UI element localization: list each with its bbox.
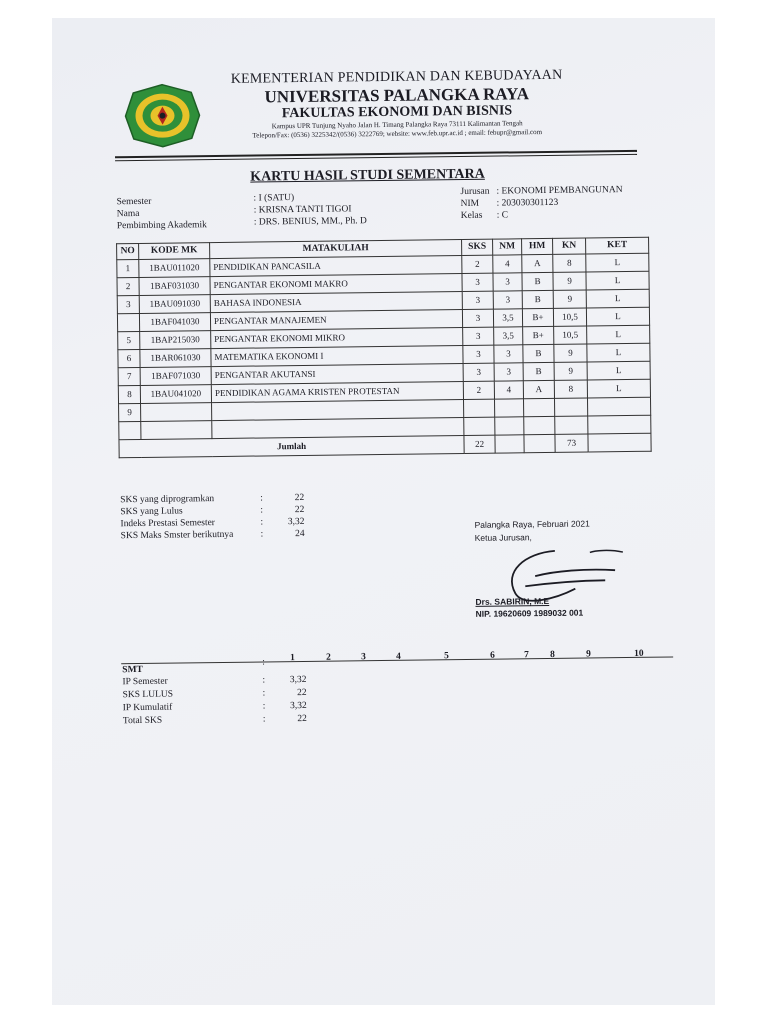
cell-no: 6 <box>118 349 140 367</box>
cell-no: 7 <box>118 367 140 385</box>
semester-number: 7 <box>524 650 529 661</box>
semester-row-colon: : <box>262 714 266 725</box>
cell-nm: 3 <box>493 291 522 309</box>
cell-course: MATEMATIKA EKONOMI I <box>211 346 463 367</box>
cell-course: BAHASA INDONESIA <box>210 292 462 313</box>
cell-kn: 9 <box>554 344 587 362</box>
semester-row-colon: : <box>262 701 266 712</box>
cell-course: PENDIDIKAN AGAMA KRISTEN PROTESTAN <box>211 382 463 403</box>
total-empty <box>524 434 555 452</box>
faculty-name: FAKULTAS EKONOMI DAN BISNIS <box>281 103 513 122</box>
cell-code <box>141 421 212 440</box>
semester-row-value: 22 <box>297 687 307 699</box>
cell-sks: 3 <box>462 273 493 291</box>
semester-row-label: IP Kumulatif <box>122 702 173 714</box>
total-kn: 73 <box>555 434 588 452</box>
cell-course: PENGANTAR MANAJEMEN <box>210 310 462 331</box>
semester-number: 10 <box>634 648 644 659</box>
cell-kn: 9 <box>554 362 587 380</box>
contact-line: Telepon/Fax: (0536) 3225342/(0536) 3222769; website: www.feb.upr.ac.id ; email: febupr@gmail.com <box>252 128 543 140</box>
paper-sheet <box>52 18 715 1005</box>
cell-code: 1BAP215030 <box>140 331 211 350</box>
semester-number: 2 <box>326 652 331 663</box>
signer-role: Ketua Jurusan, <box>474 532 532 543</box>
col-no: NO <box>117 243 139 259</box>
cell-course: PENGANTAR EKONOMI MIKRO <box>211 328 463 349</box>
cell-nm: 3 <box>494 363 523 381</box>
semester-row-colon: : <box>262 688 266 699</box>
semester-number: 6 <box>490 650 495 661</box>
semester-number: 5 <box>444 651 449 662</box>
address-line: Kampus UPR Tunjung Nyaho Jalan H. Timang Palangka Raya 73111 Kalimantan Tengah <box>271 119 523 131</box>
cell-ket: L <box>587 343 650 362</box>
col-sks: SKS <box>462 239 493 255</box>
document <box>48 14 723 1009</box>
semester-row-value: 22 <box>297 713 307 725</box>
cell-kn: 8 <box>554 380 587 398</box>
cell-nm <box>495 417 524 435</box>
cell-ket: L <box>587 379 650 398</box>
semester-row-label: IP Semester <box>122 676 168 688</box>
summary-value: 24 <box>295 528 305 540</box>
university-name: UNIVERSITAS PALANGKA RAYA <box>264 84 530 107</box>
major-value: : EKONOMI PEMBANGUNAN <box>496 185 623 197</box>
cell-nm: 4 <box>494 381 523 399</box>
total-empty <box>588 433 651 452</box>
cell-nm: 3,5 <box>493 309 522 327</box>
class-label: Kelas <box>460 210 483 222</box>
cell-kn <box>554 398 587 416</box>
semester-number: 1 <box>290 653 295 664</box>
name-value: : KRISNA TANTI TIGOI <box>253 204 352 216</box>
cell-hm: B <box>523 344 554 362</box>
cell-code <box>141 403 212 422</box>
name-label: Nama <box>116 208 140 220</box>
cell-hm: A <box>523 380 554 398</box>
col-course: MATAKULIAH <box>210 240 462 259</box>
semester-number: 9 <box>586 649 591 660</box>
cell-hm: B+ <box>523 326 554 344</box>
summary-colon: : <box>260 493 263 504</box>
col-ket: KET <box>586 237 649 254</box>
nim-value: : 203030301123 <box>496 197 559 209</box>
advisor-value: : DRS. BENIUS, MM., Ph. D <box>253 216 367 228</box>
col-code: KODE MK <box>139 243 210 260</box>
cell-sks: 3 <box>463 327 494 345</box>
cell-no <box>119 421 141 439</box>
cell-no: 3 <box>117 295 139 313</box>
cell-sks: 3 <box>463 363 494 381</box>
semester-number: 4 <box>396 651 401 662</box>
cell-no: 5 <box>118 331 140 349</box>
cell-sks: 3 <box>463 345 494 363</box>
nim-label: NIM <box>460 198 480 210</box>
summary-colon: : <box>260 529 264 540</box>
cell-code: 1BAF071030 <box>140 367 211 386</box>
cell-nm: 3,5 <box>494 327 523 345</box>
semester-number: 3 <box>361 652 366 663</box>
semester-row-value: 3,32 <box>289 674 307 686</box>
cell-course: PENGANTAR EKONOMI MAKRO <box>210 274 462 295</box>
cell-sks: 2 <box>463 381 494 399</box>
cell-course: PENDIDIKAN PANCASILA <box>210 256 462 277</box>
semester-value: : I (SATU) <box>253 193 295 204</box>
semester-row-colon: : <box>262 675 266 686</box>
signer-nip: NIP. 19620609 1989032 001 <box>475 607 584 619</box>
cell-kn <box>555 416 588 434</box>
cell-hm <box>524 416 555 434</box>
col-hm: HM <box>522 238 553 254</box>
cell-sks: 3 <box>462 291 493 309</box>
summary-colon: : <box>260 505 264 516</box>
cell-no: 8 <box>118 385 140 403</box>
summary-label: SKS Maks Smster berikutnya <box>120 529 234 542</box>
document-title: KARTU HASIL STUDI SEMENTARA <box>250 166 485 185</box>
cell-nm <box>494 399 523 417</box>
total-label: Jumlah <box>119 436 464 458</box>
cell-hm: B <box>522 290 553 308</box>
smt-label: SMT <box>122 664 143 676</box>
signer-name: Drs. SABIRIN, M.E <box>475 595 550 607</box>
cell-ket: L <box>586 253 649 272</box>
semester-label: Semester <box>116 196 152 208</box>
col-nm: NM <box>493 239 522 255</box>
cell-no: 2 <box>117 277 139 295</box>
cell-hm: B <box>522 272 553 290</box>
cell-sks: 3 <box>462 309 493 327</box>
cell-code: 1BAU041020 <box>140 385 211 404</box>
cell-ket <box>588 415 651 434</box>
ministry-name: KEMENTERIAN PENDIDIKAN DAN KEBUDAYAAN <box>230 67 563 87</box>
cell-nm: 3 <box>493 273 522 291</box>
cell-ket: L <box>586 289 649 308</box>
cell-hm: A <box>522 254 553 272</box>
cell-hm: B <box>523 362 554 380</box>
semester-row-value: 3,32 <box>290 700 307 712</box>
major-label: Jurusan <box>460 186 490 198</box>
semester-row-label: Total SKS <box>122 715 163 727</box>
summary-label: Indeks Prestasi Semester <box>120 518 216 530</box>
cell-sks: 2 <box>462 255 493 273</box>
cell-kn: 8 <box>553 254 586 272</box>
summary-value: 22 <box>294 492 305 504</box>
cell-hm: B+ <box>522 308 553 326</box>
cell-ket: L <box>586 271 649 290</box>
cell-sks <box>464 399 495 417</box>
cell-no: 9 <box>119 403 141 421</box>
total-empty <box>495 435 524 453</box>
grades-table <box>116 237 652 458</box>
cell-kn: 10,5 <box>554 326 587 344</box>
cell-nm: 3 <box>494 345 523 363</box>
cell-code: 1BAU091030 <box>139 295 210 314</box>
place-date: Palangka Raya, Februari 2021 <box>474 518 590 530</box>
summary-label: SKS yang diprogramkan <box>120 494 215 506</box>
cell-code: 1BAF031030 <box>139 277 210 296</box>
advisor-label: Pembimbing Akademik <box>116 220 207 232</box>
cell-ket <box>587 397 650 416</box>
cell-code: 1BAR061030 <box>140 349 211 368</box>
cell-nm: 4 <box>493 255 522 273</box>
summary-value: 22 <box>294 504 305 516</box>
semester-row-label: SKS LULUS <box>122 689 174 701</box>
cell-kn: 9 <box>553 290 586 308</box>
cell-code: 1BAU011020 <box>139 259 210 278</box>
cell-ket: L <box>587 325 650 344</box>
cell-ket: L <box>587 361 650 380</box>
cell-kn: 9 <box>553 272 586 290</box>
cell-no <box>117 313 139 331</box>
cell-kn: 10,5 <box>553 308 586 326</box>
cell-hm <box>523 398 554 416</box>
cell-ket: L <box>586 307 649 326</box>
smt-colon: : <box>262 657 265 668</box>
class-value: : C <box>496 210 509 221</box>
total-sks: 22 <box>464 435 495 453</box>
cell-course: PENGANTAR AKUTANSI <box>211 364 463 385</box>
cell-sks <box>464 417 495 435</box>
cell-no: 1 <box>117 259 139 277</box>
semester-number: 8 <box>550 649 555 660</box>
summary-colon: : <box>260 517 264 528</box>
col-kn: KN <box>553 238 586 254</box>
summary-label: SKS yang Lulus <box>120 506 183 518</box>
cell-code: 1BAF041030 <box>139 313 210 332</box>
summary-value: 3,32 <box>287 516 305 528</box>
